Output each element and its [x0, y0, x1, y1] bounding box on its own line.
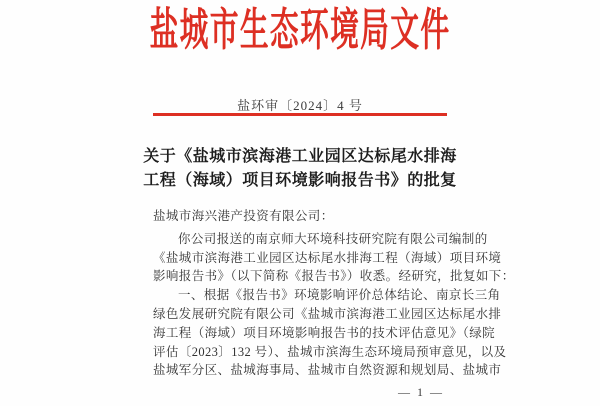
document-reference-number: 盐环审〔2024〕4 号: [237, 98, 363, 113]
document-title: [130, 145, 470, 193]
document-body: [153, 207, 515, 380]
red-divider-rule: [153, 113, 447, 116]
agency-letterhead-title: 盐城市生态环境局文件: [149, 5, 451, 55]
body-line: 绿色发展研究院有限公司《盐城市滨海港工业园区达标尾水排: [153, 306, 502, 321]
body-line: 你公司报送的南京师大环境科技研究院有限公司编制的: [178, 231, 488, 246]
body-line: 《盐城市滨海港工业园区达标尾水排海工程（海域）项目环境: [153, 250, 502, 265]
body-line: 盐城军分区、盐城海事局、盐城市自然资源和规划局、盐城市: [153, 363, 502, 378]
document-title-line-2: 工程（海域）项目环境影响报告书》的批复: [143, 172, 457, 189]
page-number: — 1 —: [398, 385, 444, 399]
body-line: 影响报告书》（以下简称《报告书》）收悉。经研究，批复如下：: [153, 269, 515, 284]
body-line-salutation: 盐城市海兴港产投资有限公司：: [153, 209, 334, 223]
body-line: 海工程（海域）项目环境影响报告书的技术评估意见》（绿院: [153, 325, 496, 340]
body-line: 一、根据《报告书》环境影响评价总体结论、南京长三角: [178, 288, 501, 303]
document-title-line-1: 关于《盐城市滨海港工业园区达标尾水排海: [143, 148, 457, 165]
body-line: 评估〔2023〕132 号）、盐城市滨海生态环境局预审意见，以及: [153, 344, 507, 359]
letterhead: [0, 6, 600, 56]
